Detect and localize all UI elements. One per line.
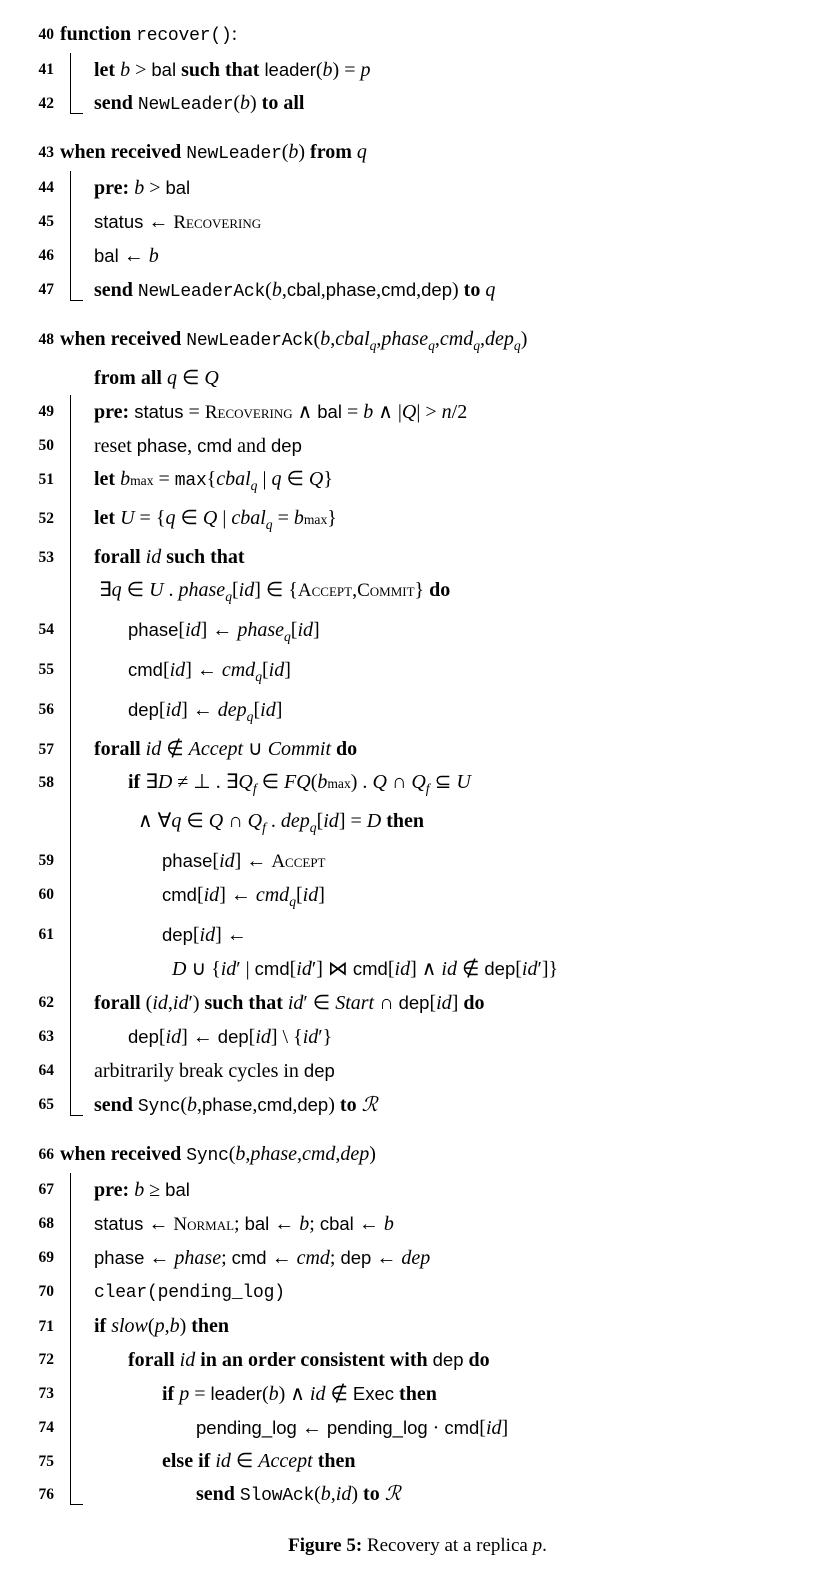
- line-number: [26, 362, 60, 370]
- line-number: 45: [38, 213, 54, 230]
- algorithm-line: [26, 805, 801, 844]
- line-code: forall id ∉ Accept ∪ Commit do: [94, 738, 358, 760]
- algorithm-line: [26, 693, 801, 733]
- line-number: 48: [38, 331, 54, 348]
- line-number: 55: [38, 661, 54, 678]
- line-code: dep[id] ← dep$_q$[id]: [128, 699, 283, 724]
- algorithm-line: [26, 986, 801, 1020]
- algorithm-line: [26, 733, 801, 766]
- algorithm-line: [26, 1054, 801, 1088]
- line-number: 76: [38, 1486, 54, 1503]
- line-code: D ∪ {id′ | cmd[id′] ⋈ cmd[id] ∧ id ∉ dep[id′]}: [172, 958, 559, 980]
- algorithm-line: [26, 1445, 801, 1478]
- indent-rule: [70, 1173, 71, 1505]
- line-number: 41: [38, 61, 54, 78]
- algorithm-block-body: [26, 395, 801, 1124]
- line-number: 42: [38, 95, 54, 112]
- algorithm-line: [26, 463, 801, 502]
- line-number: 40: [38, 26, 54, 43]
- algorithm-line: [26, 18, 801, 53]
- line-number: 64: [38, 1062, 54, 1079]
- algorithm-block-body: [26, 53, 801, 122]
- algorithm-line: [26, 952, 801, 986]
- line-number: 50: [38, 437, 54, 454]
- line-number: [26, 952, 60, 960]
- line-code: send NewLeader(b) to all: [94, 92, 305, 115]
- line-number: 59: [38, 852, 54, 869]
- line-code: forall (id,id′) such that id′ ∈ Start ∩ dep[id] do: [94, 992, 485, 1014]
- line-number: 49: [38, 403, 54, 420]
- figure-caption: [0, 1535, 835, 1573]
- algorithm-line: [26, 541, 801, 574]
- line-code: dep[id] ← dep[id] \ {id′}: [128, 1026, 333, 1048]
- line-number: 56: [38, 701, 54, 718]
- figure-caption-text: Recovery at a replica p.: [366, 1535, 547, 1556]
- line-code: phase[id] ← Accept: [162, 850, 326, 872]
- algorithm-line: [26, 502, 801, 541]
- indent-rule: [70, 395, 71, 1116]
- line-number: 61: [38, 926, 54, 943]
- line-code: phase ← phase; cmd ← cmd; dep ← dep: [94, 1247, 431, 1269]
- line-number: 72: [38, 1351, 54, 1368]
- line-code: when received Sync(b,phase,cmd,dep): [60, 1143, 376, 1166]
- indent-rule: [70, 171, 71, 301]
- line-code: else if id ∈ Accept then: [162, 1450, 356, 1472]
- algorithm-line: [26, 844, 801, 878]
- line-number: 60: [38, 886, 54, 903]
- algorithm-line: [26, 429, 801, 463]
- algorithm-line: [26, 918, 801, 952]
- line-code: dep[id] ←: [162, 924, 247, 946]
- line-number: 75: [38, 1453, 54, 1470]
- line-number: 52: [38, 510, 54, 527]
- algorithm-line: [26, 205, 801, 239]
- line-number: 66: [38, 1146, 54, 1163]
- algorithm-line: [26, 878, 801, 918]
- line-code: let U = {q ∈ Q | cbal$_q$ = bmax}: [94, 507, 337, 532]
- line-code: pre: b ≥ bal: [94, 1179, 190, 1201]
- algorithm-line: [26, 1241, 801, 1275]
- algorithm-line: [26, 53, 801, 87]
- line-code: status ← Normal; bal ← b; cbal ← b: [94, 1213, 394, 1235]
- algorithm-line: [26, 171, 801, 205]
- line-code: forall id in an order consistent with dep do: [128, 1349, 490, 1371]
- line-number: 68: [38, 1215, 54, 1232]
- line-number: 67: [38, 1181, 54, 1198]
- line-code: let b > bal such that leader(b) = p: [94, 59, 371, 81]
- algorithm-line: [26, 1343, 801, 1377]
- line-code: phase[id] ← phase$_q$[id]: [128, 619, 320, 644]
- algorithm-line: [26, 1275, 801, 1310]
- line-code: pre: b > bal: [94, 177, 191, 199]
- line-code: when received NewLeaderAck(b,cbal$_q$,phase$_q$,cmd$_q$,dep$_q$): [60, 328, 528, 353]
- algorithm-line: [26, 87, 801, 122]
- line-code: forall id such that: [94, 546, 245, 568]
- algorithm-line: [26, 653, 801, 693]
- line-code: ∧ ∀q ∈ Q ∩ $Q_f$ . dep$_q$[id] = D then: [128, 810, 425, 835]
- algorithm-line: [26, 395, 801, 429]
- algorithm-line: [26, 1138, 801, 1173]
- line-code: cmd[id] ← cmd$_q$[id]: [162, 884, 325, 909]
- figure-caption-label: Figure 5:: [288, 1535, 363, 1556]
- algorithm-line: [26, 1310, 801, 1343]
- algorithm-line: [26, 1088, 801, 1124]
- algorithm-block-recover: [26, 18, 801, 122]
- line-code: send SlowAck(b,id) to ℛ: [196, 1483, 401, 1506]
- algorithm-line: [26, 574, 801, 613]
- algorithm-block-sync: [26, 1138, 801, 1513]
- line-number: 62: [38, 994, 54, 1011]
- line-number: 65: [38, 1096, 54, 1113]
- line-number: 51: [38, 471, 54, 488]
- line-code: bal ← b: [94, 245, 159, 267]
- line-number: 69: [38, 1249, 54, 1266]
- line-number: 70: [38, 1283, 54, 1300]
- line-code: send NewLeaderAck(b,cbal,phase,cmd,dep) to q: [94, 279, 496, 302]
- algorithm-line: [26, 136, 801, 171]
- algorithm-line: [26, 613, 801, 653]
- line-number: 58: [38, 774, 54, 791]
- line-number: 43: [38, 144, 54, 161]
- line-number: [26, 805, 60, 813]
- line-code: clear(pending_log): [94, 1283, 285, 1303]
- algorithm-block-body: [26, 1173, 801, 1513]
- line-code: ∃q ∈ U . phase$_q$[id] ∈ {Accept,Commit} do: [94, 579, 451, 604]
- indent-rule: [70, 53, 71, 114]
- line-code: arbitrarily break cycles in dep: [94, 1060, 335, 1082]
- algorithm-line: [26, 273, 801, 309]
- line-number: [26, 574, 60, 582]
- line-code: pre: status = Recovering ∧ bal = b ∧ |Q| > n/2: [94, 401, 468, 423]
- line-code: cmd[id] ← cmd$_q$[id]: [128, 659, 291, 684]
- line-code: status ← Recovering: [94, 211, 262, 233]
- line-number: 71: [38, 1318, 54, 1335]
- line-code: from all q ∈ Q: [94, 367, 219, 389]
- line-number: 73: [38, 1385, 54, 1402]
- algorithm-listing: [26, 18, 801, 1513]
- line-code: send Sync(b,phase,cmd,dep) to ℛ: [94, 1094, 378, 1117]
- line-number: 47: [38, 281, 54, 298]
- line-number: 74: [38, 1419, 54, 1436]
- algorithm-line: [26, 239, 801, 273]
- line-code: if p = leader(b) ∧ id ∉ Exec then: [162, 1383, 437, 1405]
- line-number: 44: [38, 179, 54, 196]
- line-code: if slow(p,b) then: [94, 1315, 230, 1337]
- line-code: reset phase, cmd and dep: [94, 435, 302, 457]
- algorithm-line: [26, 362, 801, 395]
- line-number: 54: [38, 621, 54, 638]
- line-code: if ∃D ≠ ⊥ . $\exists Q_f$ ∈ FQ(bmax) . Q ∩ $Q_f$ ⊆ U: [128, 771, 471, 796]
- line-number: 63: [38, 1028, 54, 1045]
- line-code: when received NewLeader(b) from q: [60, 141, 367, 164]
- line-number: 46: [38, 247, 54, 264]
- line-code: pending_log ← pending_log · cmd[id]: [196, 1417, 509, 1439]
- algorithm-block-newleaderack: [26, 323, 801, 1124]
- algorithm-line: [26, 1207, 801, 1241]
- algorithm-line: [26, 766, 801, 805]
- line-code: let bmax = max{cbal$_q$ | q ∈ Q}: [94, 468, 333, 493]
- algorithm-block-newleader: [26, 136, 801, 309]
- algorithm-line: [26, 323, 801, 362]
- line-number: 57: [38, 741, 54, 758]
- algorithm-line: [26, 1478, 801, 1513]
- algorithm-line: [26, 1377, 801, 1411]
- algorithm-line: [26, 1411, 801, 1445]
- line-code: function recover():: [60, 23, 238, 46]
- algorithm-line: [26, 1173, 801, 1207]
- line-number: 53: [38, 549, 54, 566]
- algorithm-block-body: [26, 171, 801, 309]
- algorithm-line: [26, 1020, 801, 1054]
